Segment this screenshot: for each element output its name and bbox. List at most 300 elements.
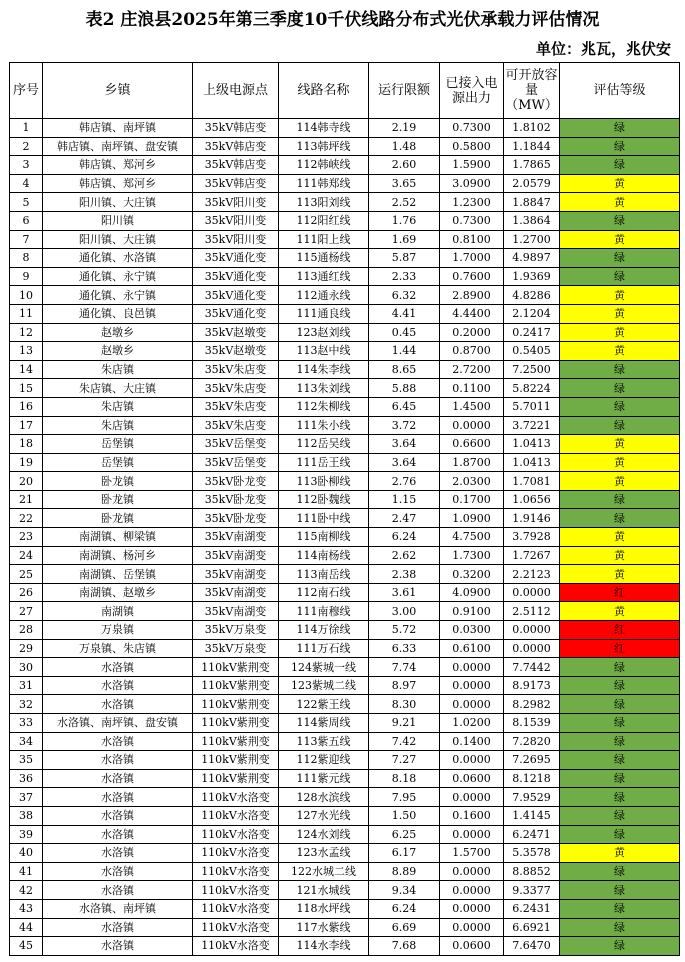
cell-source: 35kV通化变 [193, 267, 279, 286]
cell-line: 121水城线 [279, 881, 369, 900]
cell-town: 南湖镇、杨河乡 [43, 546, 193, 565]
cell-connected: 1.7300 [440, 546, 504, 565]
table-row [10, 379, 680, 398]
cell-index: 35 [10, 751, 43, 770]
cell-limit: 2.33 [369, 267, 440, 286]
table-row [10, 937, 680, 956]
cell-index: 27 [10, 602, 43, 621]
cell-grade: 绿 [560, 769, 680, 788]
cell-index: 8 [10, 249, 43, 268]
cell-town: 阳川镇、大庄镇 [43, 230, 193, 249]
cell-limit: 6.69 [369, 918, 440, 937]
cell-limit: 7.95 [369, 788, 440, 807]
table-row [10, 806, 680, 825]
cell-capacity: 6.6921 [504, 918, 560, 937]
cell-grade: 绿 [560, 714, 680, 733]
table-row [10, 565, 680, 584]
cell-limit: 7.42 [369, 732, 440, 751]
cell-line: 111韩郑线 [279, 174, 369, 193]
cell-index: 3 [10, 156, 43, 175]
cell-source: 35kV南湖变 [193, 565, 279, 584]
cell-connected: 0.0600 [440, 769, 504, 788]
cell-town: 水洛镇 [43, 769, 193, 788]
cell-connected: 0.7600 [440, 267, 504, 286]
cell-limit: 6.17 [369, 844, 440, 863]
cell-town: 朱店镇 [43, 360, 193, 379]
cell-grade: 绿 [560, 881, 680, 900]
cell-line: 112韩峡线 [279, 156, 369, 175]
cell-index: 22 [10, 509, 43, 528]
cell-index: 17 [10, 416, 43, 435]
cell-source: 110kV水洛变 [193, 844, 279, 863]
cell-town: 韩店镇、郑河乡 [43, 156, 193, 175]
cell-limit: 3.64 [369, 435, 440, 454]
cell-line: 113朱刘线 [279, 379, 369, 398]
cell-line: 113赵中线 [279, 342, 369, 361]
cell-connected: 0.8700 [440, 342, 504, 361]
cell-source: 35kV万泉变 [193, 621, 279, 640]
cell-limit: 8.89 [369, 862, 440, 881]
cell-grade: 黄 [560, 230, 680, 249]
cell-index: 12 [10, 323, 43, 342]
cell-line: 111南穆线 [279, 602, 369, 621]
cell-line: 128水滨线 [279, 788, 369, 807]
cell-connected: 0.0000 [440, 899, 504, 918]
cell-connected: 0.0000 [440, 658, 504, 677]
cell-connected: 0.0600 [440, 937, 504, 956]
cell-limit: 1.15 [369, 490, 440, 509]
table-row [10, 193, 680, 212]
cell-town: 通化镇、永宁镇 [43, 286, 193, 305]
cell-town: 朱店镇、大庄镇 [43, 379, 193, 398]
cell-limit: 3.72 [369, 416, 440, 435]
cell-source: 110kV水洛变 [193, 899, 279, 918]
cell-grade: 红 [560, 639, 680, 658]
cell-limit: 7.68 [369, 937, 440, 956]
table-row [10, 676, 680, 695]
cell-capacity: 7.9529 [504, 788, 560, 807]
cell-capacity: 8.2982 [504, 695, 560, 714]
table-row [10, 323, 680, 342]
cell-capacity: 1.7865 [504, 156, 560, 175]
cell-line: 112南石线 [279, 583, 369, 602]
cell-grade: 黄 [560, 174, 680, 193]
cell-line: 117水紫线 [279, 918, 369, 937]
cell-index: 31 [10, 676, 43, 695]
cell-line: 111岳王线 [279, 453, 369, 472]
table-row [10, 769, 680, 788]
table-row [10, 174, 680, 193]
cell-limit: 6.24 [369, 899, 440, 918]
header-limit: 运行限额 [369, 63, 440, 119]
cell-grade: 绿 [560, 899, 680, 918]
cell-line: 111阳上线 [279, 230, 369, 249]
cell-capacity: 1.9146 [504, 509, 560, 528]
cell-limit: 2.62 [369, 546, 440, 565]
cell-capacity: 2.1204 [504, 304, 560, 323]
cell-grade: 绿 [560, 267, 680, 286]
table-row [10, 825, 680, 844]
header-connected: 已接入电源出力 [440, 63, 504, 119]
cell-limit: 9.21 [369, 714, 440, 733]
cell-source: 110kV紫荆变 [193, 676, 279, 695]
cell-limit: 5.72 [369, 621, 440, 640]
cell-source: 110kV紫荆变 [193, 658, 279, 677]
cell-limit: 2.47 [369, 509, 440, 528]
cell-grade: 红 [560, 583, 680, 602]
cell-line: 114万徐线 [279, 621, 369, 640]
cell-capacity: 8.1218 [504, 769, 560, 788]
cell-source: 35kV卧龙变 [193, 472, 279, 491]
cell-town: 南湖镇、柳梁镇 [43, 528, 193, 547]
cell-capacity: 0.0000 [504, 639, 560, 658]
unit-label: 单位：兆瓦，兆伏安 [535, 40, 671, 58]
cell-connected: 1.8700 [440, 453, 504, 472]
cell-limit: 1.48 [369, 137, 440, 156]
cell-limit: 6.32 [369, 286, 440, 305]
cell-town: 水洛镇 [43, 918, 193, 937]
cell-index: 41 [10, 862, 43, 881]
cell-line: 118水坪线 [279, 899, 369, 918]
cell-line: 114朱李线 [279, 360, 369, 379]
cell-grade: 绿 [560, 751, 680, 770]
cell-town: 赵墩乡 [43, 342, 193, 361]
cell-connected: 1.5700 [440, 844, 504, 863]
cell-line: 113卧柳线 [279, 472, 369, 491]
cell-connected: 0.0000 [440, 918, 504, 937]
cell-grade: 黄 [560, 565, 680, 584]
cell-index: 40 [10, 844, 43, 863]
cell-town: 水洛镇 [43, 732, 193, 751]
cell-limit: 3.65 [369, 174, 440, 193]
cell-grade: 绿 [560, 658, 680, 677]
cell-line: 111朱小线 [279, 416, 369, 435]
cell-source: 35kV岳堡变 [193, 435, 279, 454]
cell-line: 114紫周线 [279, 714, 369, 733]
cell-connected: 0.0000 [440, 825, 504, 844]
cell-grade: 黄 [560, 546, 680, 565]
cell-capacity: 0.0000 [504, 621, 560, 640]
cell-index: 37 [10, 788, 43, 807]
cell-grade: 绿 [560, 509, 680, 528]
cell-index: 39 [10, 825, 43, 844]
cell-source: 35kV南湖变 [193, 602, 279, 621]
cell-capacity: 3.7221 [504, 416, 560, 435]
cell-grade: 绿 [560, 732, 680, 751]
cell-grade: 黄 [560, 304, 680, 323]
header-capacity: 可开放容量（MW） [504, 63, 560, 119]
cell-source: 110kV紫荆变 [193, 714, 279, 733]
cell-index: 18 [10, 435, 43, 454]
cell-capacity: 5.3578 [504, 844, 560, 863]
cell-town: 卧龙镇 [43, 472, 193, 491]
cell-line: 123水孟线 [279, 844, 369, 863]
cell-line: 112紫迎线 [279, 751, 369, 770]
cell-grade: 黄 [560, 193, 680, 212]
cell-capacity: 1.7267 [504, 546, 560, 565]
cell-connected: 1.5900 [440, 156, 504, 175]
cell-limit: 5.87 [369, 249, 440, 268]
cell-line: 115通杨线 [279, 249, 369, 268]
table-row [10, 249, 680, 268]
cell-town: 水洛镇 [43, 658, 193, 677]
cell-index: 30 [10, 658, 43, 677]
table-row [10, 695, 680, 714]
cell-capacity: 6.2431 [504, 899, 560, 918]
cell-source: 110kV水洛变 [193, 806, 279, 825]
table-body [10, 119, 680, 956]
cell-connected: 0.6600 [440, 435, 504, 454]
cell-grade: 绿 [560, 918, 680, 937]
cell-index: 19 [10, 453, 43, 472]
cell-grade: 黄 [560, 435, 680, 454]
cell-grade: 绿 [560, 676, 680, 695]
cell-town: 水洛镇、南坪镇 [43, 899, 193, 918]
cell-town: 南湖镇、岳堡镇 [43, 565, 193, 584]
cell-connected: 0.9100 [440, 602, 504, 621]
cell-limit: 8.30 [369, 695, 440, 714]
cell-capacity: 0.0000 [504, 583, 560, 602]
cell-source: 35kV通化变 [193, 249, 279, 268]
table-row [10, 156, 680, 175]
cell-line: 113韩坪线 [279, 137, 369, 156]
cell-index: 25 [10, 565, 43, 584]
table-row [10, 639, 680, 658]
cell-source: 35kV南湖变 [193, 583, 279, 602]
table-row [10, 304, 680, 323]
cell-town: 通化镇、永宁镇 [43, 267, 193, 286]
cell-index: 4 [10, 174, 43, 193]
cell-limit: 1.44 [369, 342, 440, 361]
cell-index: 28 [10, 621, 43, 640]
cell-connected: 0.3200 [440, 565, 504, 584]
cell-source: 110kV水洛变 [193, 862, 279, 881]
cell-grade: 绿 [560, 862, 680, 881]
cell-grade: 黄 [560, 342, 680, 361]
cell-connected: 3.0900 [440, 174, 504, 193]
cell-connected: 4.4400 [440, 304, 504, 323]
cell-capacity: 7.6470 [504, 937, 560, 956]
cell-town: 水洛镇 [43, 862, 193, 881]
cell-index: 1 [10, 119, 43, 138]
cell-connected: 2.8900 [440, 286, 504, 305]
cell-town: 水洛镇 [43, 695, 193, 714]
cell-grade: 黄 [560, 844, 680, 863]
cell-source: 35kV卧龙变 [193, 509, 279, 528]
cell-limit: 3.64 [369, 453, 440, 472]
cell-index: 20 [10, 472, 43, 491]
cell-grade: 绿 [560, 119, 680, 138]
cell-connected: 0.0000 [440, 881, 504, 900]
cell-line: 113紫五线 [279, 732, 369, 751]
table-row [10, 472, 680, 491]
cell-line: 124紫城一线 [279, 658, 369, 677]
cell-town: 南湖镇、赵墩乡 [43, 583, 193, 602]
cell-source: 35kV南湖变 [193, 546, 279, 565]
cell-limit: 2.52 [369, 193, 440, 212]
cell-source: 35kV韩店变 [193, 137, 279, 156]
cell-index: 38 [10, 806, 43, 825]
cell-index: 36 [10, 769, 43, 788]
cell-line: 122水城二线 [279, 862, 369, 881]
table-row [10, 621, 680, 640]
cell-capacity: 2.2123 [504, 565, 560, 584]
cell-line: 114韩寺线 [279, 119, 369, 138]
cell-index: 2 [10, 137, 43, 156]
cell-town: 水洛镇、南坪镇、盘安镇 [43, 714, 193, 733]
cell-source: 110kV紫荆变 [193, 732, 279, 751]
cell-line: 122紫王线 [279, 695, 369, 714]
cell-grade: 黄 [560, 286, 680, 305]
cell-source: 35kV卧龙变 [193, 490, 279, 509]
cell-capacity: 7.2695 [504, 751, 560, 770]
cell-grade: 黄 [560, 453, 680, 472]
table-row [10, 416, 680, 435]
cell-grade: 红 [560, 621, 680, 640]
cell-limit: 1.76 [369, 211, 440, 230]
cell-grade: 绿 [560, 825, 680, 844]
cell-source: 35kV韩店变 [193, 156, 279, 175]
cell-line: 113阳刘线 [279, 193, 369, 212]
cell-connected: 2.0300 [440, 472, 504, 491]
cell-line: 115南柳线 [279, 528, 369, 547]
cell-index: 32 [10, 695, 43, 714]
cell-index: 6 [10, 211, 43, 230]
cell-limit: 6.24 [369, 528, 440, 547]
cell-limit: 1.69 [369, 230, 440, 249]
cell-line: 112通永线 [279, 286, 369, 305]
cell-town: 水洛镇 [43, 844, 193, 863]
cell-connected: 0.0300 [440, 621, 504, 640]
cell-source: 110kV紫荆变 [193, 695, 279, 714]
cell-grade: 黄 [560, 528, 680, 547]
cell-capacity: 7.2820 [504, 732, 560, 751]
cell-source: 35kV岳堡变 [193, 453, 279, 472]
cell-line: 123紫城二线 [279, 676, 369, 695]
cell-index: 43 [10, 899, 43, 918]
cell-line: 113通红线 [279, 267, 369, 286]
cell-source: 35kV朱店变 [193, 416, 279, 435]
cell-town: 岳堡镇 [43, 435, 193, 454]
table-row [10, 286, 680, 305]
cell-source: 35kV韩店变 [193, 174, 279, 193]
cell-capacity: 0.2417 [504, 323, 560, 342]
cell-town: 阳川镇、大庄镇 [43, 193, 193, 212]
cell-source: 35kV阳川变 [193, 193, 279, 212]
cell-index: 45 [10, 937, 43, 956]
table-row [10, 602, 680, 621]
cell-capacity: 4.9897 [504, 249, 560, 268]
cell-capacity: 1.8102 [504, 119, 560, 138]
cell-grade: 黄 [560, 602, 680, 621]
cell-connected: 0.1400 [440, 732, 504, 751]
cell-town: 水洛镇 [43, 751, 193, 770]
cell-capacity: 1.8847 [504, 193, 560, 212]
cell-index: 10 [10, 286, 43, 305]
cell-line: 111紫元线 [279, 769, 369, 788]
cell-source: 35kV赵墩变 [193, 342, 279, 361]
cell-capacity: 1.0413 [504, 435, 560, 454]
cell-line: 112卧魏线 [279, 490, 369, 509]
cell-connected: 1.2300 [440, 193, 504, 212]
cell-index: 42 [10, 881, 43, 900]
cell-connected: 0.1700 [440, 490, 504, 509]
table-row [10, 714, 680, 733]
cell-town: 卧龙镇 [43, 490, 193, 509]
cell-capacity: 1.2700 [504, 230, 560, 249]
cell-source: 35kV南湖变 [193, 528, 279, 547]
cell-line: 111万石线 [279, 639, 369, 658]
cell-connected: 0.5800 [440, 137, 504, 156]
cell-town: 水洛镇 [43, 825, 193, 844]
cell-limit: 7.27 [369, 751, 440, 770]
cell-limit: 0.45 [369, 323, 440, 342]
cell-town: 朱店镇 [43, 397, 193, 416]
cell-line: 112岳吴线 [279, 435, 369, 454]
cell-grade: 绿 [560, 379, 680, 398]
cell-connected: 0.8100 [440, 230, 504, 249]
cell-capacity: 5.7011 [504, 397, 560, 416]
cell-connected: 1.0900 [440, 509, 504, 528]
cell-source: 110kV水洛变 [193, 825, 279, 844]
cell-source: 110kV紫荆变 [193, 751, 279, 770]
cell-grade: 绿 [560, 806, 680, 825]
cell-town: 水洛镇 [43, 676, 193, 695]
cell-source: 35kV万泉变 [193, 639, 279, 658]
cell-town: 南湖镇 [43, 602, 193, 621]
cell-line: 114水李线 [279, 937, 369, 956]
cell-capacity: 1.0413 [504, 453, 560, 472]
cell-connected: 2.7200 [440, 360, 504, 379]
header-row [10, 63, 680, 119]
cell-index: 7 [10, 230, 43, 249]
cell-line: 127水光线 [279, 806, 369, 825]
header-line: 线路名称 [279, 63, 369, 119]
cell-connected: 0.1100 [440, 379, 504, 398]
cell-limit: 6.25 [369, 825, 440, 844]
cell-town: 赵墩乡 [43, 323, 193, 342]
cell-town: 阳川镇 [43, 211, 193, 230]
table-row [10, 397, 680, 416]
cell-limit: 8.18 [369, 769, 440, 788]
table-row [10, 583, 680, 602]
cell-limit: 2.19 [369, 119, 440, 138]
cell-index: 23 [10, 528, 43, 547]
cell-index: 44 [10, 918, 43, 937]
cell-capacity: 1.7081 [504, 472, 560, 491]
cell-limit: 2.76 [369, 472, 440, 491]
cell-source: 110kV水洛变 [193, 937, 279, 956]
cell-town: 韩店镇、南坪镇、盘安镇 [43, 137, 193, 156]
cell-capacity: 0.5405 [504, 342, 560, 361]
table-row [10, 899, 680, 918]
table-row [10, 546, 680, 565]
cell-source: 35kV通化变 [193, 304, 279, 323]
cell-town: 韩店镇、南坪镇 [43, 119, 193, 138]
cell-limit: 9.34 [369, 881, 440, 900]
table-row [10, 267, 680, 286]
cell-capacity: 7.7442 [504, 658, 560, 677]
cell-town: 万泉镇 [43, 621, 193, 640]
cell-connected: 0.6100 [440, 639, 504, 658]
table-row [10, 230, 680, 249]
cell-source: 35kV朱店变 [193, 397, 279, 416]
table-row [10, 751, 680, 770]
cell-connected: 1.4500 [440, 397, 504, 416]
cell-connected: 0.0000 [440, 676, 504, 695]
cell-index: 26 [10, 583, 43, 602]
cell-line: 111通良线 [279, 304, 369, 323]
